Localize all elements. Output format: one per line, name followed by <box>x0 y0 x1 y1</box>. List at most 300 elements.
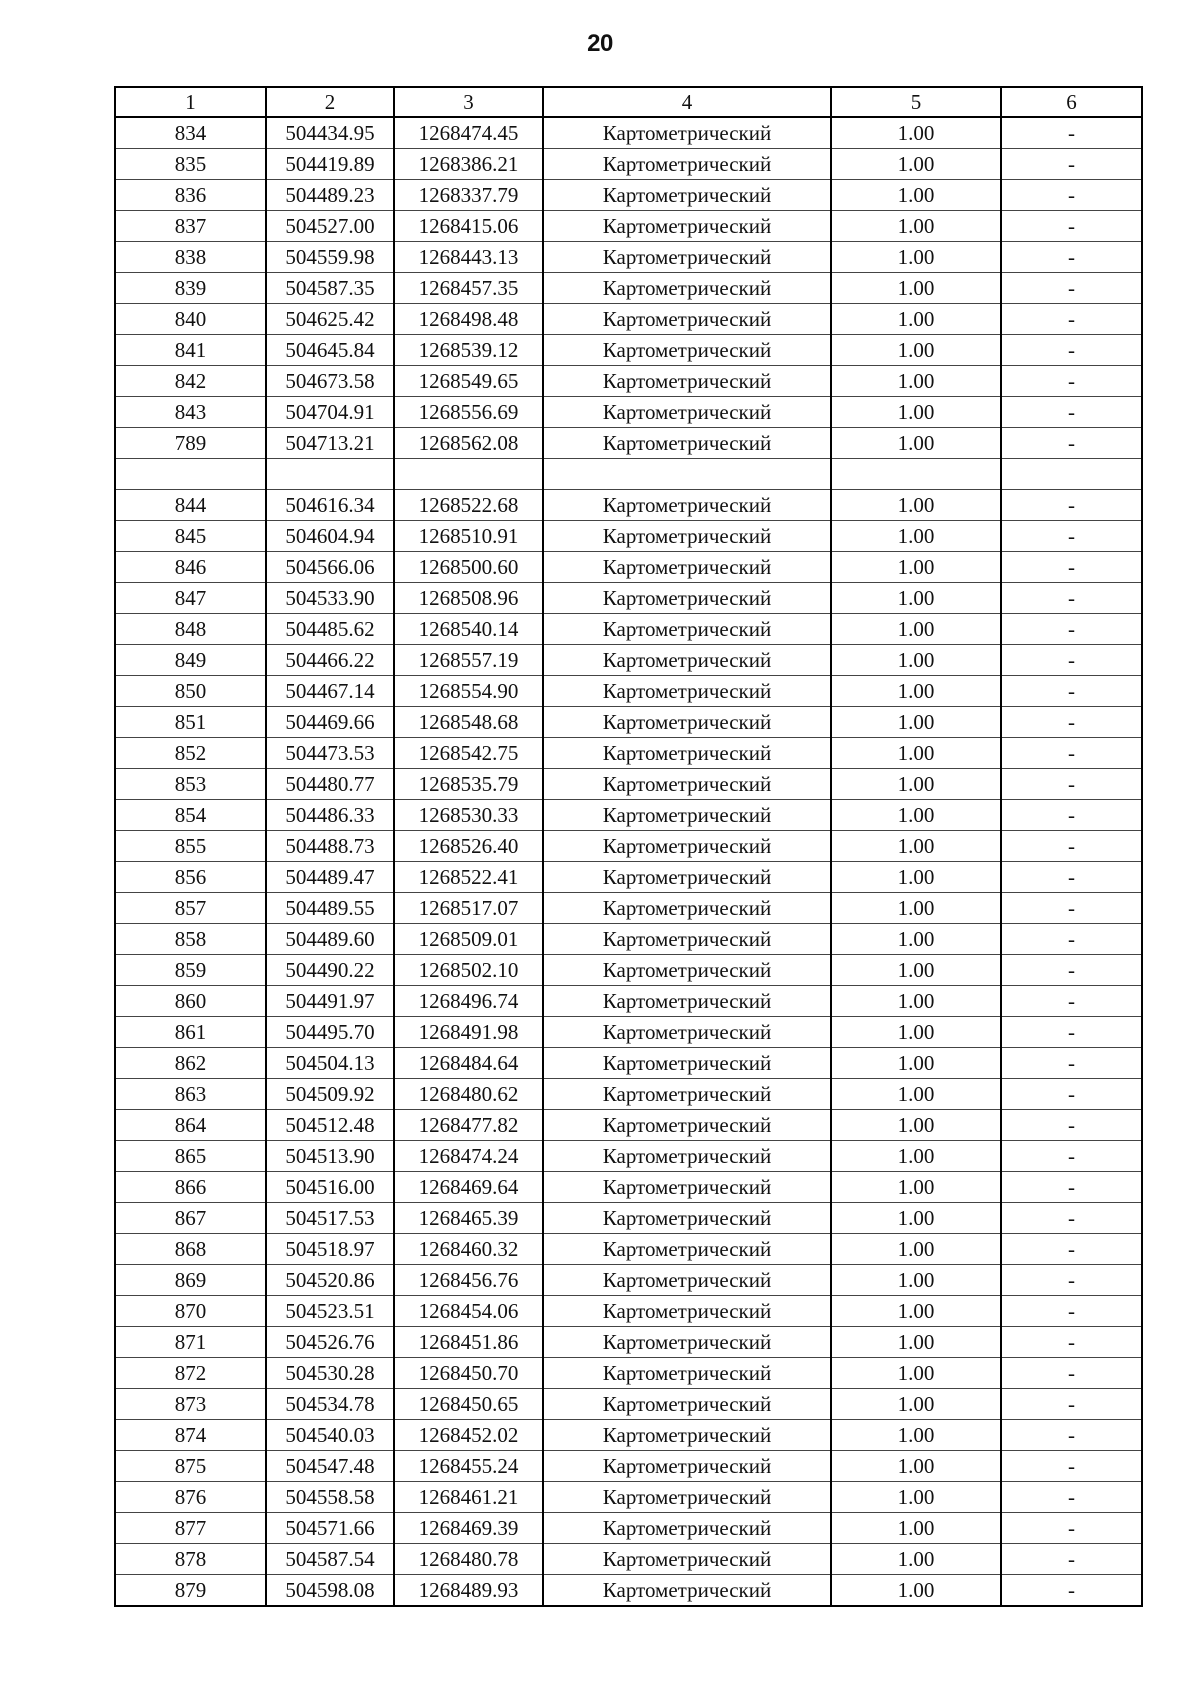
x-coordinate-cell: 504491.97 <box>266 986 394 1017</box>
table-row <box>115 1358 1142 1389</box>
x-coordinate-cell: 504495.70 <box>266 1017 394 1048</box>
accuracy-cell: 1.00 <box>831 1203 1001 1234</box>
y-coordinate-cell: 1268548.68 <box>394 707 543 738</box>
table-row <box>115 1389 1142 1420</box>
point-number-cell: 845 <box>115 521 266 552</box>
y-coordinate-cell: 1268510.91 <box>394 521 543 552</box>
method-cell: Картометрический <box>543 1203 831 1234</box>
point-number-cell: 865 <box>115 1141 266 1172</box>
y-coordinate-cell: 1268489.93 <box>394 1575 543 1607</box>
table-row <box>115 211 1142 242</box>
method-cell: Картометрический <box>543 335 831 366</box>
table-row <box>115 335 1142 366</box>
x-coordinate-cell: 504530.28 <box>266 1358 394 1389</box>
accuracy-cell: 1.00 <box>831 924 1001 955</box>
method-cell: Картометрический <box>543 1389 831 1420</box>
table-row <box>115 1575 1142 1607</box>
point-number-cell: 860 <box>115 986 266 1017</box>
method-cell: Картометрический <box>543 490 831 521</box>
y-coordinate-cell: 1268474.45 <box>394 117 543 149</box>
point-number-cell: 843 <box>115 397 266 428</box>
table-row <box>115 738 1142 769</box>
table-row <box>115 397 1142 428</box>
point-number-cell: 839 <box>115 273 266 304</box>
column-header-5: 5 <box>831 87 1001 117</box>
x-coordinate-cell: 504489.55 <box>266 893 394 924</box>
description-cell: - <box>1001 986 1142 1017</box>
description-cell: - <box>1001 304 1142 335</box>
method-cell: Картометрический <box>543 1234 831 1265</box>
method-cell: Картометрический <box>543 986 831 1017</box>
point-number-cell: 835 <box>115 149 266 180</box>
description-cell: - <box>1001 490 1142 521</box>
point-number-cell: 852 <box>115 738 266 769</box>
description-cell: - <box>1001 1048 1142 1079</box>
accuracy-cell: 1.00 <box>831 521 1001 552</box>
description-cell: - <box>1001 552 1142 583</box>
accuracy-cell: 1.00 <box>831 862 1001 893</box>
accuracy-cell: 1.00 <box>831 1358 1001 1389</box>
accuracy-cell: 1.00 <box>831 769 1001 800</box>
x-coordinate-cell: 504540.03 <box>266 1420 394 1451</box>
description-cell: - <box>1001 273 1142 304</box>
point-number-cell: 862 <box>115 1048 266 1079</box>
method-cell: Картометрический <box>543 1327 831 1358</box>
accuracy-cell: 1.00 <box>831 304 1001 335</box>
description-cell: - <box>1001 1079 1142 1110</box>
table-row <box>115 117 1142 149</box>
table-row <box>115 1234 1142 1265</box>
method-cell: Картометрический <box>543 1358 831 1389</box>
accuracy-cell: 1.00 <box>831 1389 1001 1420</box>
method-cell: Картометрический <box>543 769 831 800</box>
point-number-cell: 879 <box>115 1575 266 1607</box>
table-row <box>115 583 1142 614</box>
point-number-cell: 864 <box>115 1110 266 1141</box>
accuracy-cell: 1.00 <box>831 1327 1001 1358</box>
accuracy-cell: 1.00 <box>831 1482 1001 1513</box>
table-row <box>115 1141 1142 1172</box>
y-coordinate-cell: 1268522.68 <box>394 490 543 521</box>
table-row <box>115 1110 1142 1141</box>
accuracy-cell: 1.00 <box>831 1172 1001 1203</box>
table-row <box>115 428 1142 459</box>
table-row <box>115 304 1142 335</box>
accuracy-cell: 1.00 <box>831 1048 1001 1079</box>
table-row <box>115 521 1142 552</box>
accuracy-cell <box>831 459 1001 490</box>
point-number-cell: 878 <box>115 1544 266 1575</box>
table-row <box>115 955 1142 986</box>
description-cell: - <box>1001 521 1142 552</box>
y-coordinate-cell: 1268457.35 <box>394 273 543 304</box>
description-cell: - <box>1001 1513 1142 1544</box>
method-cell: Картометрический <box>543 1017 831 1048</box>
point-number-cell: 871 <box>115 1327 266 1358</box>
point-number-cell: 834 <box>115 117 266 149</box>
x-coordinate-cell: 504509.92 <box>266 1079 394 1110</box>
description-cell: - <box>1001 1358 1142 1389</box>
table-row <box>115 831 1142 862</box>
table-row <box>115 707 1142 738</box>
description-cell: - <box>1001 1451 1142 1482</box>
table-row <box>115 1327 1142 1358</box>
accuracy-cell: 1.00 <box>831 1296 1001 1327</box>
y-coordinate-cell: 1268554.90 <box>394 676 543 707</box>
accuracy-cell: 1.00 <box>831 1110 1001 1141</box>
table-row <box>115 645 1142 676</box>
x-coordinate-cell: 504504.13 <box>266 1048 394 1079</box>
table-row <box>115 862 1142 893</box>
description-cell: - <box>1001 397 1142 428</box>
x-coordinate-cell: 504527.00 <box>266 211 394 242</box>
method-cell: Картометрический <box>543 1451 831 1482</box>
x-coordinate-cell: 504533.90 <box>266 583 394 614</box>
method-cell: Картометрический <box>543 738 831 769</box>
x-coordinate-cell: 504489.47 <box>266 862 394 893</box>
table-row <box>115 1172 1142 1203</box>
y-coordinate-cell: 1268526.40 <box>394 831 543 862</box>
accuracy-cell: 1.00 <box>831 397 1001 428</box>
y-coordinate-cell: 1268522.41 <box>394 862 543 893</box>
description-cell: - <box>1001 1575 1142 1607</box>
table-row <box>115 893 1142 924</box>
table-row <box>115 242 1142 273</box>
point-number-cell: 842 <box>115 366 266 397</box>
accuracy-cell: 1.00 <box>831 1141 1001 1172</box>
point-number-cell: 861 <box>115 1017 266 1048</box>
y-coordinate-cell: 1268480.78 <box>394 1544 543 1575</box>
table-row <box>115 924 1142 955</box>
accuracy-cell: 1.00 <box>831 738 1001 769</box>
x-coordinate-cell: 504480.77 <box>266 769 394 800</box>
point-number-cell: 855 <box>115 831 266 862</box>
method-cell: Картометрический <box>543 1544 831 1575</box>
y-coordinate-cell: 1268540.14 <box>394 614 543 645</box>
accuracy-cell: 1.00 <box>831 180 1001 211</box>
table-row <box>115 1451 1142 1482</box>
y-coordinate-cell: 1268517.07 <box>394 893 543 924</box>
x-coordinate-cell: 504467.14 <box>266 676 394 707</box>
table-row <box>115 1265 1142 1296</box>
description-cell: - <box>1001 769 1142 800</box>
y-coordinate-cell: 1268491.98 <box>394 1017 543 1048</box>
y-coordinate-cell: 1268542.75 <box>394 738 543 769</box>
accuracy-cell: 1.00 <box>831 707 1001 738</box>
method-cell <box>543 459 831 490</box>
x-coordinate-cell: 504604.94 <box>266 521 394 552</box>
description-cell: - <box>1001 645 1142 676</box>
x-coordinate-cell: 504419.89 <box>266 149 394 180</box>
accuracy-cell: 1.00 <box>831 490 1001 521</box>
y-coordinate-cell: 1268450.65 <box>394 1389 543 1420</box>
method-cell: Картометрический <box>543 676 831 707</box>
description-cell: - <box>1001 1544 1142 1575</box>
point-number-cell: 870 <box>115 1296 266 1327</box>
table-row <box>115 769 1142 800</box>
y-coordinate-cell: 1268508.96 <box>394 583 543 614</box>
x-coordinate-cell: 504625.42 <box>266 304 394 335</box>
point-number-cell: 873 <box>115 1389 266 1420</box>
description-cell: - <box>1001 800 1142 831</box>
y-coordinate-cell: 1268455.24 <box>394 1451 543 1482</box>
y-coordinate-cell: 1268556.69 <box>394 397 543 428</box>
point-number-cell: 789 <box>115 428 266 459</box>
description-cell: - <box>1001 366 1142 397</box>
point-number-cell: 874 <box>115 1420 266 1451</box>
y-coordinate-cell: 1268539.12 <box>394 335 543 366</box>
description-cell: - <box>1001 428 1142 459</box>
table-row <box>115 552 1142 583</box>
accuracy-cell: 1.00 <box>831 242 1001 273</box>
method-cell: Картометрический <box>543 1172 831 1203</box>
point-number-cell: 856 <box>115 862 266 893</box>
table-row <box>115 800 1142 831</box>
y-coordinate-cell: 1268500.60 <box>394 552 543 583</box>
accuracy-cell: 1.00 <box>831 211 1001 242</box>
y-coordinate-cell: 1268456.76 <box>394 1265 543 1296</box>
point-number-cell: 876 <box>115 1482 266 1513</box>
accuracy-cell: 1.00 <box>831 273 1001 304</box>
y-coordinate-cell: 1268480.62 <box>394 1079 543 1110</box>
column-header-3: 3 <box>394 87 543 117</box>
table-row <box>115 1203 1142 1234</box>
point-number-cell: 837 <box>115 211 266 242</box>
accuracy-cell: 1.00 <box>831 149 1001 180</box>
method-cell: Картометрический <box>543 1048 831 1079</box>
column-header-4: 4 <box>543 87 831 117</box>
method-cell: Картометрический <box>543 583 831 614</box>
description-cell: - <box>1001 676 1142 707</box>
x-coordinate-cell: 504587.54 <box>266 1544 394 1575</box>
accuracy-cell: 1.00 <box>831 1420 1001 1451</box>
x-coordinate-cell: 504571.66 <box>266 1513 394 1544</box>
point-number-cell: 836 <box>115 180 266 211</box>
table-row <box>115 986 1142 1017</box>
y-coordinate-cell <box>394 459 543 490</box>
table-row <box>115 1420 1142 1451</box>
method-cell: Картометрический <box>543 552 831 583</box>
y-coordinate-cell: 1268535.79 <box>394 769 543 800</box>
y-coordinate-cell: 1268498.48 <box>394 304 543 335</box>
x-coordinate-cell: 504512.48 <box>266 1110 394 1141</box>
point-number-cell: 875 <box>115 1451 266 1482</box>
method-cell: Картометрический <box>543 521 831 552</box>
y-coordinate-cell: 1268502.10 <box>394 955 543 986</box>
table-row <box>115 676 1142 707</box>
table-row <box>115 1296 1142 1327</box>
point-number-cell: 840 <box>115 304 266 335</box>
accuracy-cell: 1.00 <box>831 893 1001 924</box>
description-cell: - <box>1001 1141 1142 1172</box>
x-coordinate-cell: 504704.91 <box>266 397 394 428</box>
x-coordinate-cell: 504489.23 <box>266 180 394 211</box>
y-coordinate-cell: 1268484.64 <box>394 1048 543 1079</box>
y-coordinate-cell: 1268549.65 <box>394 366 543 397</box>
point-number-cell: 872 <box>115 1358 266 1389</box>
description-cell: - <box>1001 180 1142 211</box>
table-row <box>115 1544 1142 1575</box>
y-coordinate-cell: 1268530.33 <box>394 800 543 831</box>
method-cell: Картометрический <box>543 1420 831 1451</box>
method-cell: Картометрический <box>543 1110 831 1141</box>
x-coordinate-cell: 504490.22 <box>266 955 394 986</box>
table-row <box>115 1482 1142 1513</box>
point-number-cell: 851 <box>115 707 266 738</box>
accuracy-cell: 1.00 <box>831 552 1001 583</box>
y-coordinate-cell: 1268452.02 <box>394 1420 543 1451</box>
accuracy-cell: 1.00 <box>831 800 1001 831</box>
x-coordinate-cell: 504526.76 <box>266 1327 394 1358</box>
y-coordinate-cell: 1268562.08 <box>394 428 543 459</box>
accuracy-cell: 1.00 <box>831 335 1001 366</box>
method-cell: Картометрический <box>543 242 831 273</box>
x-coordinate-cell: 504616.34 <box>266 490 394 521</box>
description-cell: - <box>1001 1172 1142 1203</box>
x-coordinate-cell: 504488.73 <box>266 831 394 862</box>
description-cell: - <box>1001 831 1142 862</box>
page-number: 20 <box>587 30 613 57</box>
table-body <box>115 117 1142 1606</box>
accuracy-cell: 1.00 <box>831 1544 1001 1575</box>
x-coordinate-cell: 504523.51 <box>266 1296 394 1327</box>
table-row <box>115 1017 1142 1048</box>
accuracy-cell: 1.00 <box>831 1234 1001 1265</box>
method-cell: Картометрический <box>543 1575 831 1607</box>
x-coordinate-cell: 504713.21 <box>266 428 394 459</box>
accuracy-cell: 1.00 <box>831 1079 1001 1110</box>
y-coordinate-cell: 1268454.06 <box>394 1296 543 1327</box>
x-coordinate-cell: 504645.84 <box>266 335 394 366</box>
method-cell: Картометрический <box>543 645 831 676</box>
x-coordinate-cell <box>266 459 394 490</box>
method-cell: Картометрический <box>543 831 831 862</box>
method-cell: Картометрический <box>543 273 831 304</box>
x-coordinate-cell: 504566.06 <box>266 552 394 583</box>
accuracy-cell: 1.00 <box>831 117 1001 149</box>
point-number-cell: 877 <box>115 1513 266 1544</box>
method-cell: Картометрический <box>543 428 831 459</box>
y-coordinate-cell: 1268450.70 <box>394 1358 543 1389</box>
method-cell: Картометрический <box>543 180 831 211</box>
table-row <box>115 490 1142 521</box>
accuracy-cell: 1.00 <box>831 366 1001 397</box>
description-cell: - <box>1001 862 1142 893</box>
description-cell <box>1001 459 1142 490</box>
description-cell: - <box>1001 924 1142 955</box>
description-cell: - <box>1001 1389 1142 1420</box>
method-cell: Картометрический <box>543 1482 831 1513</box>
accuracy-cell: 1.00 <box>831 1017 1001 1048</box>
x-coordinate-cell: 504473.53 <box>266 738 394 769</box>
column-header-2: 2 <box>266 87 394 117</box>
description-cell: - <box>1001 1482 1142 1513</box>
point-number-cell <box>115 459 266 490</box>
point-number-cell: 847 <box>115 583 266 614</box>
y-coordinate-cell: 1268509.01 <box>394 924 543 955</box>
description-cell: - <box>1001 335 1142 366</box>
method-cell: Картометрический <box>543 366 831 397</box>
x-coordinate-cell: 504673.58 <box>266 366 394 397</box>
point-number-cell: 853 <box>115 769 266 800</box>
x-coordinate-cell: 504485.62 <box>266 614 394 645</box>
x-coordinate-cell: 504547.48 <box>266 1451 394 1482</box>
x-coordinate-cell: 504520.86 <box>266 1265 394 1296</box>
point-number-cell: 838 <box>115 242 266 273</box>
x-coordinate-cell: 504486.33 <box>266 800 394 831</box>
x-coordinate-cell: 504587.35 <box>266 273 394 304</box>
method-cell: Картометрический <box>543 149 831 180</box>
method-cell: Картометрический <box>543 893 831 924</box>
description-cell: - <box>1001 1234 1142 1265</box>
table-row <box>115 273 1142 304</box>
table-row <box>115 614 1142 645</box>
method-cell: Картометрический <box>543 117 831 149</box>
description-cell: - <box>1001 149 1142 180</box>
table-row <box>115 459 1142 490</box>
method-cell: Картометрический <box>543 304 831 335</box>
description-cell: - <box>1001 707 1142 738</box>
y-coordinate-cell: 1268477.82 <box>394 1110 543 1141</box>
accuracy-cell: 1.00 <box>831 645 1001 676</box>
point-number-cell: 849 <box>115 645 266 676</box>
column-header-6: 6 <box>1001 87 1142 117</box>
method-cell: Картометрический <box>543 1513 831 1544</box>
accuracy-cell: 1.00 <box>831 1451 1001 1482</box>
description-cell: - <box>1001 211 1142 242</box>
description-cell: - <box>1001 1265 1142 1296</box>
method-cell: Картометрический <box>543 614 831 645</box>
method-cell: Картометрический <box>543 1296 831 1327</box>
point-number-cell: 867 <box>115 1203 266 1234</box>
description-cell: - <box>1001 242 1142 273</box>
accuracy-cell: 1.00 <box>831 1575 1001 1607</box>
column-header-1: 1 <box>115 87 266 117</box>
description-cell: - <box>1001 955 1142 986</box>
method-cell: Картометрический <box>543 1141 831 1172</box>
method-cell: Картометрический <box>543 862 831 893</box>
table-row <box>115 180 1142 211</box>
table-header <box>115 87 1142 117</box>
accuracy-cell: 1.00 <box>831 676 1001 707</box>
method-cell: Картометрический <box>543 397 831 428</box>
point-number-cell: 868 <box>115 1234 266 1265</box>
x-coordinate-cell: 504466.22 <box>266 645 394 676</box>
method-cell: Картометрический <box>543 211 831 242</box>
accuracy-cell: 1.00 <box>831 583 1001 614</box>
point-number-cell: 863 <box>115 1079 266 1110</box>
x-coordinate-cell: 504598.08 <box>266 1575 394 1607</box>
x-coordinate-cell: 504469.66 <box>266 707 394 738</box>
table-row <box>115 1048 1142 1079</box>
point-number-cell: 857 <box>115 893 266 924</box>
method-cell: Картометрический <box>543 1079 831 1110</box>
y-coordinate-cell: 1268460.32 <box>394 1234 543 1265</box>
x-coordinate-cell: 504534.78 <box>266 1389 394 1420</box>
description-cell: - <box>1001 117 1142 149</box>
description-cell: - <box>1001 614 1142 645</box>
description-cell: - <box>1001 1296 1142 1327</box>
accuracy-cell: 1.00 <box>831 614 1001 645</box>
point-number-cell: 850 <box>115 676 266 707</box>
y-coordinate-cell: 1268386.21 <box>394 149 543 180</box>
point-number-cell: 859 <box>115 955 266 986</box>
x-coordinate-cell: 504516.00 <box>266 1172 394 1203</box>
point-number-cell: 846 <box>115 552 266 583</box>
description-cell: - <box>1001 1017 1142 1048</box>
y-coordinate-cell: 1268469.39 <box>394 1513 543 1544</box>
x-coordinate-cell: 504558.58 <box>266 1482 394 1513</box>
